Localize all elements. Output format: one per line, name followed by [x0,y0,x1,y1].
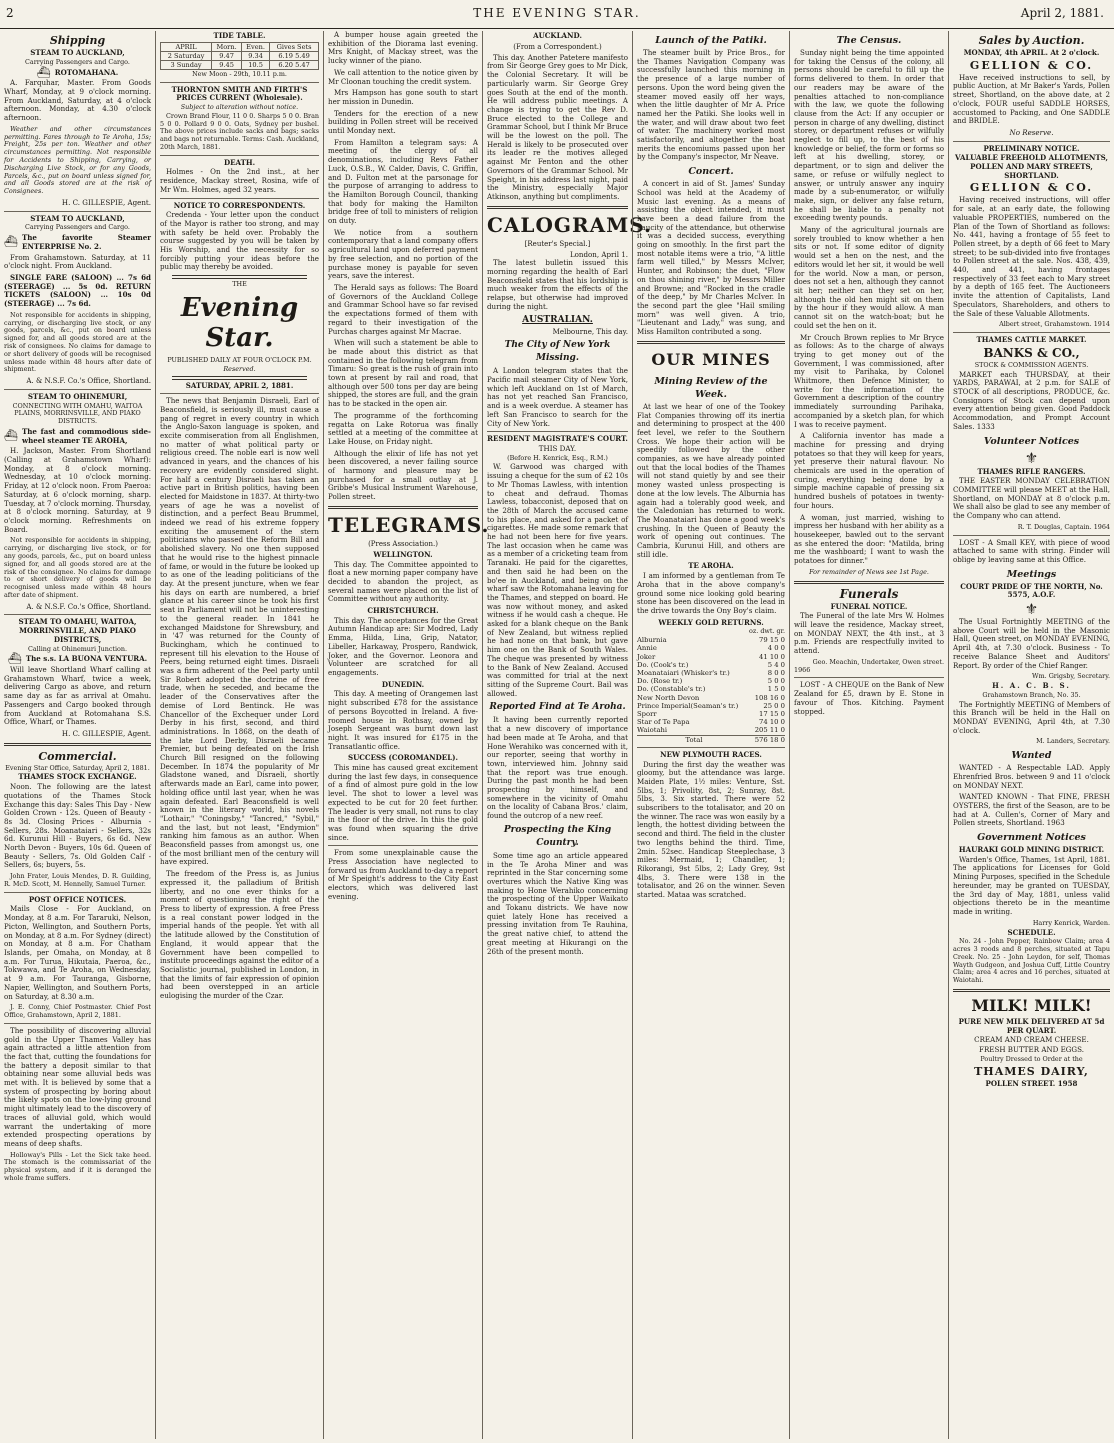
lost-key-notice: LOST - A Small KEY, with piece of wood attached to same with string. Finder will oblige by leaving same at this Office. [953,537,1110,564]
races-report: During the first day the weather was gloomy, but the attendance was large. Maiden Plate, 1½ miles: Venture, Sst. 5lbs, 1; Privolity, 8st, 2; Sunray, 8st. 5lbs, 3. Six started. There were 52 subscribers to the totalisator, and 20 on the winner. The race was won easily by a length, the hottest dividing between the second and third. The field in the cluster two lengths behind the third. Time, 2min. 52sec. Handicap Steeplechase, 3 miles: Mermaid, 1; Chandler, 1; Rikorangi, 9st 5lbs, 2; Lady Grey, 9st 4lbs, 3. There were 138 in the totalisator, and 26 on the winner. Seven started. Mataa was scratched. [637,759,785,900]
tide-table-heading: TIDE TABLE. [213,31,266,40]
gold-returns-units: oz. dwt. gr. [749,627,785,636]
death-notice: Holmes - On the 2nd inst., at her residence, Mackay street, Rosina, wife of Mr Wm. Holmes, aged 32 years. [160,167,319,194]
christchurch-telegram: This day. The acceptances for the Great Autumn Handicap are: Sir Modred, Lady Emma, Hilda, Lina, Grip, Natator, Libeller, Harkaway, Prospero, Randwick, Joker, and the Governor. Leonora and Volunteer are scratched for all engagements. [328,615,478,677]
wanted-heading: Wanted [1011,750,1052,762]
tide-col-header: Morn. [212,42,242,51]
divider [637,341,785,344]
gold-returns-table [637,636,785,744]
crest-icon: ⚜ [1024,448,1039,467]
london-cable: The latest bulletin issued this morning regarding the health of Earl Beaconsfield states that his lordship is much weaker from the effects of the relapse, but otherwise had improved during the night. [487,258,628,311]
woman-anecdote: A woman, just married, wishing to impress her husband with her ability as a housekeeper, bawled out to the servant as she entered the door: "Matilda, bring me the washboard; I want to wash the potatoes for dinner." [794,512,944,566]
auctioneer-name: GELLION & CO. [969,58,1094,72]
divider [953,535,1110,536]
holloway-advert: Holloway's Pills - Let the Sick take heed. The stomach is the commissariat of the physical system, and if it is deranged the whole frame suffers. [4,1150,151,1183]
news-item: A bumper house again greeted the exhibition of the Diorama last evening. Mrs Knight, of Mackay street, was the lucky winner of the piano. [328,30,478,66]
ship-name: ROTOMAHANA. [54,67,119,77]
table-row [637,653,785,661]
banks-co-sub: STOCK & COMMISSION AGENTS. [974,360,1089,369]
mine-name: Star of Te Papa [637,718,690,727]
tide-col-header: Even. [242,42,270,51]
tide-cell: 6.20 5.47 [270,60,319,69]
divider [160,155,319,156]
concert-report: A concert in aid of St. James' Sunday School was held at the Academy of Music last evening. As a means of assisting the object intended, it must have been a dead failure from the paucity of the attendance, but otherwise it was a decided success, everything going on smoothly. In the first part the most notable items were a trio, "A little farm well tilled," by Messrs McIver, Hunter, and Robinson; the duet, "Flow on thou shining river," by Messrs Miller and Browne; and "Rocked in the cradle of the deep," by Mr Charles McIver. In the second part the glee "Hail smiling morn" was well given. A trio, "Lieutenant and Lady," was sung, and Miss Hamilton contributed a song. [637,179,785,337]
auctioneer-address: Albert street, Grahamstown. 1914 [999,320,1110,329]
alluvial-gold-article: The possibility of discovering alluvial gold in the Upper Thames Valley has again attracted a little attention from the fact that, cutting the foundations for the battery a deposit similar to that obtaining near some alluvial beds was met with. It is believed by some that a system of prospecting by boring about the likely spots on the low-lying ground might ultimately lead to the discovery of traces of alluvial gold, which would warrant the undertaking of more extended prospecting operations by means of deep shafts. [4,1025,151,1148]
mine-name: Do. (Constable's tr.) [637,685,706,694]
divider [487,206,628,209]
court-sub: THIS DAY. [538,443,577,453]
funeral-notice: The Funeral of the late Mrs W. Holmes will leave the residence, Mackay street, on MONDAY NEXT, the 4th inst., at 3 p.m. Friends are respectfully invited to attend. [794,611,944,656]
mine-name: Alburnia [637,636,667,645]
court-judge: (Before H. Kenrick, Esq., R.M.) [507,453,608,462]
success-telegram: This mine has caused great excitement during the last few days, in consequence of a find of almost pure gold in the low level. The shot to lower a level was expected to be cut for 20 feet further. The leader is very small, not runs to clay in the floor of the drive. In this the gold was found when squaring the drive since. [328,763,478,842]
tide-col-header: APRIL [161,42,212,51]
horse-sale-notice: Have received instructions to sell, by public Auction, at Mr Baker's Yards, Pollen street, Shortland, on the above date, at 2 o'clock, FOUR useful SADDLE HORSES, accustomed to Packing, and One SADDLE and BRIDLE. [953,72,1110,126]
court-report: W. Garwood was charged with issuing a cheque for the sum of £2 10s to Mr Thomas Lawless, with intention to cheat and defraud. Thomas Lawless, tobacconist, deposed that on the 28th of March the accused came to his place, and asked for a packet of cigarettes. He made some remark that he had not been here for five years. The last occasion when he came was as a member of a cricketing team from Taranaki. He paid for the cigarettes, and then said he had been on the bo'ee in Auckland, and being on the wharf saw the Rotomahana leaving for the Thames, and stepped on board. He was now without money, and asked witness if he would cash a cheque. He asked for a blank cheque on the Bank of New Zealand, but witness replied he had none on that bank, but gave him one on the Bank of South Wales. The cheque was presented by witness to the Bank of New Zealand. Accused was committed for trial at the next sitting of the Supreme Court. Bail was allowed. [487,462,628,698]
auction-date: MONDAY, 4th APRIL. At 2 o'clock. [963,48,1100,57]
commercial-dateline: Evening Star Office, Saturday, April 2, 1881. [5,763,150,772]
mining-review: At last we hear of one of the Tookey Flat Companies throwing off its inertia and determining to prospect at the 400 feet level, we refer to the Southern Cross. We hope their action will be speedily followed by the other companies, as we have already pointed out that the local bodies of the Thames will not stand quietly by and see their money wasted unless prospecting is done at the low levels. The Alburnia has again had a tolerably good week, and the Caledonian has returned to work. The Moanataiari has done a good week's crushing. In the Queen of Beauty the work of opening out continues. The Cambria, Kurunui Hill, and others are still idle. [637,401,785,559]
hacb-notice: The Fortnightly MEETING of Members of this Branch will be held in the Hall on MONDAY EVENING, April 4th, at 7.30 o'clock. [953,699,1110,735]
court-pride-notice: The Usual Fortnightly MEETING of the above Court will be held in the Masonic Hall, Queen street, on MONDAY EVENING, April 4th, at 7.30 o'clock. Business - To receive Balance Sheet and Auditors' Report. By order of the Chief Ranger. [953,617,1110,670]
divider [794,677,944,678]
mine-name: Joker [637,652,656,661]
dairy-address: POLLEN STREET. 1958 [985,1078,1078,1088]
hauraki-signature: Harry Kenrick, Warden. [1032,918,1110,927]
ship-te-aroha [4,428,151,445]
dairy-name: THAMES DAIRY, [974,1064,1089,1078]
cattle-market-title: THAMES CATTLE MARKET. [976,335,1087,345]
launch-report: The steamer built by Price Bros., for the Thames Navigation Company was successfully launched this morning in the presence of a large number of persons. Upon the word being given the steamer moved easily off her ways, when the little daughter of Mr A. Price named her the Patiki. She looks well in the water, and will draw about two feet of water. The machinery worked most satisfactorily, and altogether the boat merits the encomiums passed upon her by the Company's inspector, Mr Neave. [637,48,785,162]
freehold-title: VALUABLE FREEHOLD ALLOTMENTS, POLLEN AND MARY STREETS, SHORTLAND. [955,153,1108,180]
table-row [637,702,785,710]
news-item: When will such a statement be able to be made about this district as that contained in the following telegram from Timaru: So great is the rush of grain into town at present by rail and road, that although over 500 tons per day are being shipped, the stores are full, and the grain has to be stacked in the open air. [328,338,478,409]
column-7 [948,31,1114,1439]
table-row [637,669,785,677]
funeral-number: 1966 [794,665,811,674]
ship-enterprise [4,234,151,251]
funeral-notice-heading: FUNERAL NOTICE. [830,601,908,611]
milk-price: PURE NEW MILK DELIVERED AT 5d PER QUART. [958,1016,1105,1035]
divider [328,845,478,846]
launch-heading: Launch of the Patiki. [655,35,767,46]
auckland-heading: AUCKLAND. [533,31,582,40]
success-heading: SUCCESS (COROMANDEL). [347,753,459,763]
mining-review-heading: Mining Review of the Week. [654,375,768,400]
masthead [0,0,1114,29]
wellington-heading: WELLINGTON. [373,549,433,559]
schedule-list: No. 24 - John Pepper, Rainbow Claim; area 4 acres 3 roods and 8 perches, situated at Tapu Creek. No. 25 - John Leydon, for self, Thomas Wayth Gudgeon, and Joshua Cuff, Little Country Claim; area 4 acres and 16 perches, situated at Waiotahi. [953,937,1110,985]
mine-yield: 25 0 0 [763,701,785,710]
rifle-rangers-title: THAMES RIFLE RANGERS. [977,466,1086,476]
ad-omahu-sub: Calling at Ohinemuri Junction. [27,644,128,653]
table-row [637,685,785,693]
death-heading: DEATH. [223,157,256,167]
mine-name: Annie [637,644,657,653]
meetings-heading: Meetings [1006,568,1057,580]
column-2 [155,31,323,1439]
divider [160,393,319,394]
correspondents-notice: Credenda - Your letter upon the conduct of the Mayor is rather too strong, and may with safety be held over. Probably the course suggested by you will be taken by His Worship, and the necessity for so forcibly putting your ideas before the public may thereby be avoided. [160,210,319,272]
auckland-sub: (From a Correspondent.) [513,42,602,51]
ship-name: The fast and commodious side-wheel steamer TE AROHA, [21,426,151,445]
prices-current-sub: Subject to alteration without notice. [180,102,299,111]
volunteer-heading: Volunteer Notices [983,435,1080,447]
table-row [637,726,785,735]
mine-yield: 17 15 0 [759,710,785,718]
divider [794,581,944,584]
mine-name: Sporr [637,710,657,718]
rifle-rangers-notice: THE EASTER MONDAY CELEBRATION COMMITTEE will please MEET at the Hall, Shortland, on MONDAY at 8 o'clock p.m. We shall also be glad to see any member of the Company who can attend. [953,476,1110,521]
ad-fares: SINGLE FARE (SALOON) ... 7s 6d (STEERAGE) ... 5s 0d. RETURN TICKETS (SALOON) ... 10s 0d (STEERAGE) ... 7s 6d. [4,272,151,309]
tide-col-header: Gives Sets [270,42,319,51]
steamship-icon: ⛴ [36,65,51,79]
mine-yield: 108 16 0 [754,693,785,702]
hacb-title: H. A. C. B. S. [992,681,1071,691]
mine-yield: 4 0 0 [767,644,785,653]
te-aroha-heading: TE AROHA. [688,561,734,571]
commercial-heading: Commercial. [38,749,117,763]
ad-schedule: A. Farquhar, Master. From Goods Wharf, Monday, at 9 o'clock morning. From Auckland, Saturday, at 4 o'clock afternoon. Monday, at 4.30 o'clock afternoon. [4,78,151,123]
issue-date: April 2, 1881. [1020,6,1104,20]
ad-schedule: From Grahamstown. Saturday, at 11 o'clock night. From Auckland. [4,252,151,271]
ship-la-buona-ventura [4,652,151,666]
calograms-heading: CALOGRAMS. [487,212,652,237]
table-row [637,644,785,652]
ship-rotomahana [4,65,151,79]
no-reserve: No Reserve. [1009,127,1054,137]
mine-name: Do. (Cook's tr.) [637,660,689,669]
hacb-branch: Grahamstown Branch, No. 35. [982,690,1081,699]
tide-table [160,42,319,70]
stock-brokers: John Frater, Louis Mendes, D. R. Guilding, R. McD. Scott, M. Hennelly, Samuel Turner. [4,872,151,888]
mine-yield: 205 11 0 [754,726,785,735]
tide-cell: 9.45 [212,60,242,69]
tide-cell: 3 Sunday [161,60,212,69]
table-row [637,718,785,726]
stock-exchange-title: THAMES STOCK EXCHANGE. [18,772,137,782]
king-country-report: Some time ago an article appeared in the Te Aroha Miner and was reprinted in the Star concerning some overtures which the Native King was making to Hone Werahiko concerning the prospecting of the Upper Waikato and Tokanu districts. We have now quiet lately Hone has received a pressing invitation from Te Rauhina, the great native chief, to attend the great meeting at Hikurangi on the 26th of the present month. [487,850,628,956]
schedule-title: SCHEDULE. [1007,927,1056,937]
ad-enterprise-sub: Carrying Passengers and Cargo. [25,223,130,232]
mine-name: Waiotahi [637,726,668,735]
news-item: Although the elixir of life has not yet been discovered, a never failing source of harmony and pleasure may be purchased for a small outlay at J. Gribbe's Musical Instrument Warehouse, Pollen street. [328,448,478,502]
hauraki-title: HAURAKI GOLD MINING DISTRICT. [958,845,1105,855]
divider [953,332,1110,333]
mine-yield: 5 4 0 [767,660,785,669]
ad-agent: A. & N.S.F. Co.'s Office, Shortland. [26,601,151,611]
tide-cell: 9.34 [242,51,270,60]
ad-note: Not responsible for accidents in shipping, carrying, or discharging live stock, or for any goods, parcels, &c., put on board unless signed for, and all goods stored are at the risk of the consignee. No claims for damage to or short delivery of goods will be recognised unless made within 48 hours after date of shipment. [4,536,151,599]
auctioneer-name: GELLION & CO. [969,181,1094,195]
table-row [637,694,785,702]
stock-quotations: Noon. The following are the latest quotations of the Thames Stock Exchange this day: Sales This Day - New Golden Crown - 12s. Queen of Beauty - 8s 3d. Closing Prices - Alburnia - Sellers, 28s. Moanataiari - Sellers, 32s 6d. Kurunui Hill - Buyers, 6s 6d. New North Devon - Buyers, 10s 6d. Queen of Beauty - Sellers, 7s. Old Golden Calf - Sellers, 6s; buyers, 5s. [4,782,151,870]
cream-line: CREAM AND CREAM CHEESE. [974,1035,1089,1045]
news-item: The programme of the forthcoming regatta on Lake Rotorua was finally settled at a meeting of the committee at Lake House, on Friday night. [328,410,478,446]
column-5 [632,31,789,1439]
dunedin-telegram: This day. A meeting of Orangemen last night subscribed £78 for the assistance of persons Boycotted in Ireland. A five-roomed house in Rothsay, owned by Joseph Sergeant was burnt down last night. It was insured for £175 in the Transatlantic office. [328,689,478,751]
table-row [637,677,785,685]
king-country-heading: Prospecting the King Country. [503,824,612,848]
auction-heading: Sales by Auction. [978,34,1085,47]
divider [953,141,1110,142]
wellington-telegram: This day. The Committee appointed to float a new morning paper company have decided to abandon the project, as several names were placed on the list of Committee without any authority. [328,559,478,604]
ad-steam-auckland-sub: Carrying Passengers and Cargo. [25,57,130,66]
news-item: Mrs Hampson has gone south to start her mission in Dunedin. [328,88,478,106]
calograms-sub: [Reuter's Special.] [524,239,591,248]
news-item: From some unexplainable cause the Press Association have neglected to forward us from Auckland to-day a report of Mr Speight's address to the City East electors, which was delivered last evening. [328,848,479,901]
divider [4,614,151,615]
government-heading: Government Notices [977,832,1086,844]
ad-omahu-title: STEAM TO OMAHU, WAITOA, MORRINSVILLE, AND PIAKO DISTRICTS, [18,617,137,644]
total-label: Total [637,735,751,744]
tide-cell: 10.5 [242,60,270,69]
editorial-press-freedom: The freedom of the Press is, as Junius expressed it, the palladium of British liberty, and no one ever thinks for a moment of questioning the right of the Press to liberty of expression. A free Press is a real constant power lodged in the imperial hands of the people. Yet with all the latitude allowed by the Constitution of England, it would appear that the Government have been compelled to institute proceedings against the editor of a Socialistic journal, published in London, in that the limits of fair expression of opinion had been overstepped in an article eulogising the murder of the Czar. [160,869,319,1001]
court-pride-signature: Wm. Grigsby, Secretary. [1032,672,1110,681]
table-row [637,661,785,669]
census-heading: The Census. [836,35,902,46]
freehold-notice: Having received instructions, will offer for sale, at an early date, the following valuable PROPERTIES, numbered on the Plan of the Town of Shortland as follows: No. 441, having a frontage of 55 feet to Pollen street, by a depth of 66 feet to Mary street; to be sub-divided into five frontages to Pollen street at the sale. Nos. 438, 439, 440, and 441, having frontages respectively of 33 feet each to Mary street by a depth of 165 feet. The Auctioneers invite the attention of Capitalists, Land Speculators, Shareholders, and others to the Sale of these Valuable Allotments. [953,195,1110,318]
post-office-notices: Mails Close - For Auckland, on Monday, at 8 a.m. For Tararuki, Nelson, Picton, Wellington, and Southern Ports, on Monday, at 8 a.m. For Sydney (direct) on Monday, at 8 a.m. For Chatham Islands, per Omaha, on Monday, at 8 a.m. For Turua, Hikutaia, Paeroa, &c., Tokwawa, and Te Aroha, on Wednesday, at 9 a.m. For Tauranga, Gisborne, Napier, Wellington, and Southern Ports, on Saturday, at 8.30 a.m. [4,904,152,1001]
ad-enterprise-title: STEAM TO AUCKLAND, [30,213,125,223]
page-number: 2 [6,6,14,20]
post-office-heading: POST OFFICE NOTICES. [28,894,127,904]
ad-note: Weather and other circumstances permitting. Fares through to Te Aroha, 15s; Freight, 25s per ton. Weather and other circumstances permitting. Not responsible for Accidents to Shipping, Carrying, or Discharging Live Stock, or for any Goods, Parcels, &c., put on board unless signed for, and all Goods stored are at the risk of Consignees. [4,124,151,196]
tide-moon: New Moon - 29th, 10.11 p.m. [192,69,287,78]
preliminary-notice: PRELIMINARY NOTICE. [983,143,1080,153]
shipping-heading: Shipping [49,34,106,47]
divider [328,506,478,509]
our-mines-heading: OUR MINES [651,349,771,369]
court-pride-title: COURT PRIDE OF THE NORTH, No. 5575, A.O.F. [960,581,1103,600]
hacb-signature: M. Landers, Secretary. [1036,737,1110,746]
ship-name: The s.s. LA BUONA VENTURA. [25,654,148,664]
logo-subline: PUBLISHED DAILY AT FOUR O'CLOCK P.M. [167,355,312,364]
news-item: Tenders for the erection of a new building in Pollen street will be received until Monday next. [328,108,478,136]
column-3 [323,30,490,1439]
wanted-oysters: WANTED KNOWN - That FINE, FRESH OYSTERS, the first of the Season, are to be had at A. Cullen's, Corner of Mary and Pollen streets, Shortland. 1963 [953,792,1110,828]
ad-agent: A. & N.S.F. Co.'s Office, Shortland. [26,376,151,386]
mine-yield: 5 0 0 [767,677,785,686]
mine-yield: 41 10 0 [759,652,785,661]
telegrams-sub: (Press Association.) [368,539,438,548]
rifle-rangers-signature: R. T. Douglas, Captain. 1964 [1017,522,1110,531]
tide-cell: 9.47 [212,51,242,60]
melbourne-dateline: Melbourne, This day. [552,326,628,336]
ad-ohinemuri-title: STEAM TO OHINEMURI, [27,391,128,401]
total-value: 576 18 0 [751,735,785,744]
mine-name: Do. (Rose tr.) [637,677,683,686]
logo-rule [172,376,307,380]
mine-yield: 79 15 0 [759,636,785,645]
mine-yield: 8 0 0 [767,668,785,677]
ad-note: Not responsible for accidents in shipping, carrying, or discharging live stock, or any goods, parcels, &c., put on board unless signed for, and all goods stored are at the risk of consignees. No claims for damage to or short delivery of goods will be recognised unless made within 48 hours after date of shipment. [4,310,151,374]
tide-cell: 6.19 5.49 [270,51,319,60]
logo-the: THE [232,280,247,289]
editorial-dateline: SATURDAY, APRIL 2, 1881. [185,380,294,390]
court-heading: RESIDENT MAGISTRATE'S COURT. [487,434,628,444]
table-total-row [637,735,785,744]
te-aroha-find-heading: Reported Find at Te Aroha. [489,702,626,713]
poultry-line: Poultry Dressed to Order at the [980,1054,1083,1063]
te-aroha-find-report: It having been currently reported that a new discovery of importance had been made at Te Aroha, and that Hone Werahiko was concerned with it, our reporter, seeing that worthy in town, interviewed him. Johnny said that the report was true enough. During the past month he had been prospecting by himself, and somewhere in the vicinity of Omahu on the locality of Cabana Bros.' claim, found the outcrop of a new reef. [487,715,628,821]
editorial-beaconsfield: The news that Benjamin Disraeli, Earl of Beaconsfield, is seriously ill, must cause a pang of regret in every country in which the Anglo-Saxon language is spoken, and excite commiseration from all Englishmen, no matter of what political party or religious creed. The noble earl is now well advanced in years, and the chances of his recovery are evidently considered slight. For half a century Disraeli has taken an active part in British politics, having been elected for Maidstone in 1837. At thirty-two years of age he was a novelist of distinction, and a perfect Beau Brummel, indeed we read of his extreme foppery exciting the amusement of the stern politicians who passed the Reform Bill and abolished slavery. No one then supposed that he would rise to the highest pinnacle of fame, or would in the future be looked up to as one of the leading politicians of the day. At the present juncture, when we fear his days on earth are numbered, a brief glance at his career since he took his first seat in Parliament will not be uninteresting to the general reader. In 1841 he exchanged Maidstone for Shrewsbury, and in '47 was returned for the County of Buckingham, which he continued to represent till his elevation to the House of Peers, being returned eight times. Disraeli was a firm adherent of the Peel party until Sir Robert adopted the doctrine of free trade, when he seceded, and became the leader of the Conservatives after the demise of Lord Bentinck. He was Chancellor of the Exchequer under Lord Derby in his first, second, and third administrations. In 1868, on the death of the late Lord Derby, Disraeli became Premier, but being defeated on the Irish Church Bill resigned on the following December. In 1874 the popularity of Mr Gladstone waned, and Disraeli, shortly afterwards made an Earl, came into power, holding office until last year, when he was again defeated. Earl Beaconsfield is well known in the literary world, his novels "Lothair," "Coningsby," "Tancred," "Sybil," and the last, but not least, "Endymion" ranking him famous as an author. When Beaconsfield passes from amongst us, one of the most brilliant men of the century will have expired. [160,396,319,867]
paper-title: THE EVENING STAR. [473,6,641,20]
remainder-note: For remainder of News see 1st Page. [809,567,929,576]
crouch-brown-letter: Mr Crouch Brown replies to Mr Bryce as follows: As to the charge of always trying to get money out of the Government, I was commissioned, after my visit to Parihaka, by Colonel Whitmore, then Defence Minister, to write for the information of the Government a description of the country immediately surrounding Parihaka, accompanied by a sketch plan, for which I was to receive payment. [794,332,944,429]
reserved-note: Reserved. [223,364,256,373]
mine-name: Moanataiari (Whisker's tr.) [637,668,730,677]
newspaper-logo: Evening Star. [180,292,299,353]
steamship-icon: ⛴ [4,429,18,443]
butter-line: FRESH BUTTER AND EGGS. [979,1045,1084,1055]
divider [637,747,785,748]
divider [160,82,319,83]
ad-ohinemuri-sub: CONNECTING WITH OMAHU, WAITOA PLAINS, MORRINSVILLE, AND PIAKO DISTRICTS. [12,401,143,426]
correspondents-heading: NOTICE TO CORRESPONDENTS. [173,200,306,210]
cattle-market-notice: MARKET each THURSDAY, at their YARDS, PARAWAI, at 2 p.m. for SALE of STOCK of all descriptions, PRODUCE, &c. Consignors of Stock can depend upon every attention being given. Good Paddock Accommodation, and Prompt Account Sales. 1333 [953,369,1110,431]
divider [4,743,151,746]
news-item: We notice from a southern contemporary that a land company offers agricultural land upon deferred payment by free selection, and no portion of the purchase money is payable for seven years, save the interest. [328,227,478,281]
milk-heading: MILK! MILK! [971,995,1092,1015]
column-1 [0,31,155,1439]
te-aroha-report: I am informed by a gentleman from Te Aroha that in the above company's ground some nice looking gold bearing stone has been discovered on the lead in the drive towards the Ony Boy's claim. [637,571,785,615]
ad-schedule: H. Jackson, Master. From Shortland (Calling at Grahamstown Wharf): Monday, at 8 o'clock morning. Wednesday, at 10 o'clock morning. Friday, at 12 o'clock noon. From Paeroa: Saturday, at 6 o'clock morning, sharp. Tuesday, at 7 o'clock morning. Thursday, at 8 o'clock morning. Saturday, at 9 o'clock morning. Refreshments on Board. [4,446,151,534]
ad-agent: H. C. GILLESPIE, Agent. [61,728,151,738]
divider [4,892,151,893]
lost-cheque-notice: LOST - A CHEQUE on the Bank of New Zealand for £5, drawn by E. Stone in favour of Thos. Kitching. Payment stopped. [794,680,944,716]
divider [4,389,151,390]
telegrams-heading: TELEGRAMS. [328,512,490,537]
ad-steam-auckland-title: STEAM TO AUCKLAND, [30,48,125,57]
divider [953,989,1110,992]
banks-co-title: BANKS & CO., [983,345,1080,360]
news-item: We call attention to the notice given by Mr Cloonan touching the credit system. [328,67,478,86]
mine-name: Prince Imperial(Seaman's tr.) [637,701,739,710]
news-item: From Hamilton a telegram says: A meeting of the clergy of all denominations, including Revs Father Luck, O.S.B., W. Calder, Davis, C. Griffin, and D. Fulton met at the parsonage for the purpose of arranging to address to the Hamilton Borough Council, thanking that body for making the Hamilton bridge free of toll to ministers of religion on duty. [328,137,478,226]
logo-rule [172,275,307,279]
concert-heading: Concert. [688,166,734,178]
dunedin-heading: DUNEDIN. [381,679,425,689]
gold-returns-heading: WEEKLY GOLD RETURNS. [658,617,764,627]
divider [487,431,628,432]
divider [4,1023,151,1024]
london-dateline: London, April 1. [569,249,628,259]
races-heading: NEW PLYMOUTH RACES. [660,749,762,759]
city-ny-heading: The City of New York Missing. [504,340,611,364]
mine-yield: 74 10 0 [759,718,785,727]
ad-agent: H. C. GILLESPIE, Agent. [61,197,151,207]
tide-cell: 2 Saturday [161,51,212,60]
table-row [637,636,785,644]
prices-current-list: Crown Brand Flour, 11 0 0. Sharps 5 0 0. Bran 5 0 0. Pollard 9 0 0. Oats, Sydney per bushel. The above prices include sacks and bags; sacks and bags not returnable. Terms: Cash. Auckland, 20th March, 1881. [160,111,319,151]
funeral-signature: Geo. Meachin, Undertaker, Owen street. [812,657,944,666]
table-row [637,710,785,718]
steamship-icon: ⛴ [7,652,22,666]
divider [4,211,151,212]
auckland-letter: This day. Another Patetere manifesto from Sir George Grey goes to Mr Dick, the Colonial Secretary. It will be particularly warm. Sir George Grey goes South at the end of the month. He will address public meetings. A change is trying to get the Rev D. Bruce elected to the College and Grammar School, but I think Mr Bruce will be the lowest on the poll. The Herald is likely to be prosecuted over its leader re the motives alleged against Mr Fenton and the other Governors of the Grammar School. Mr Speight, in his address last night, paid the Ministry, especially Major Atkinson, anything but compliments. [487,52,628,201]
california-article: A California inventor has made a machine for pressing and drying potatoes so that they will keep for years, yet preserve their natural flavour. No chemicals are used in the operation of curing, everything being done by a simple machine capable of pressing six hundred bushels of potatoes in twenty-four hours. [794,431,944,510]
crest-icon: ⚜ [1024,600,1039,619]
divider [160,198,319,199]
christchurch-heading: CHRISTCHURCH. [367,606,439,616]
mine-name: New North Devon [637,693,700,702]
column-6 [789,31,948,1439]
prices-current-title: THORNTON SMITH AND FIRTH'S PRICES CURRENT (Wholesale). [171,84,308,103]
news-item: The Herald says as follows: The Board of Governors of the Auckland College and Grammar School have so far revised the expectations formed of them with regard to their investigation of the Purchas charges against Mr Macrae. [328,282,478,336]
hauraki-notice: Warden's Office, Thames, 1st April, 1881. The applications for Licenses for Gold Mining Purposes, specified in the Schedule hereunder, may be granted on TUESDAY, the 3rd day of May, 1881, unless valid objections thereto be in the meantime made in writing. [953,854,1110,916]
australian-heading: AUSTRALIAN. [522,314,593,325]
funerals-heading: Funerals [839,586,899,601]
city-ny-cable: A London telegram states that the Pacific mail steamer City of New York, which left Auckland on 1st of March, has not yet reached San Francisco, and is a week overdue. A steamer has left San Francisco to search for the City of New York. [487,366,628,428]
mine-yield: 1 5 0 [767,685,785,694]
ship-name: The favorite Steamer ENTERPRISE No. 2. [21,233,151,251]
ad-schedule: Will leave Shortland Wharf calling at Grahamstown Wharf, twice a week, delivering Cargo as above, and return same day as far as arrival at Omahu. Passengers and Cargo booked through from Auckland at Rotomahana S.S. Office, Wharf, or Thames. [4,665,151,727]
wanted-lad: WANTED - A Respectable LAD. Apply Ehrenfried Bros. between 9 and 11 o'clock on MONDAY NEXT. [953,763,1110,790]
steamship-icon: ⛴ [4,235,18,249]
hen-article: Many of the agricultural journals are sorely troubled to know whether a hen sits or not. If some editor of dignity would set a hen on the nest, and the editors would let her sit, it would be well for the world. Now a man, or person, does not set a hen, although they cannot sit her; neither can they set on her, although the old hen might sit on them by the hour if they would allow. A man cannot sit on the watch-boat; but he could set the hen on it. [794,225,944,330]
census-article: Sunday night being the time appointed for taking the Census of the colony, all persons should be careful to fill up the forms delivered to them. In order that our readers may be aware of the penalties attached to non-compliance with the law, we quote the following clause from the Act: If any occupier or person in charge of any dwelling, distinct storey, or department refuses or wilfully neglect to fill up, to the best of his knowledge or belief, the form or forms so left at his dwelling, storey, or department, or to sign and deliver the same, or refuse or wilfully neglect to answer, or untruly answer any inquiry made by a sub-enumerator, or wilfully make, sign, or deliver any false return, he shall be liable to a penalty not exceeding twenty pounds. [794,48,944,223]
post-office-signature: J. E. Conny, Chief Postmaster. Chief Post Office, Grahamstown, April 2, 1881. [4,1003,151,1019]
